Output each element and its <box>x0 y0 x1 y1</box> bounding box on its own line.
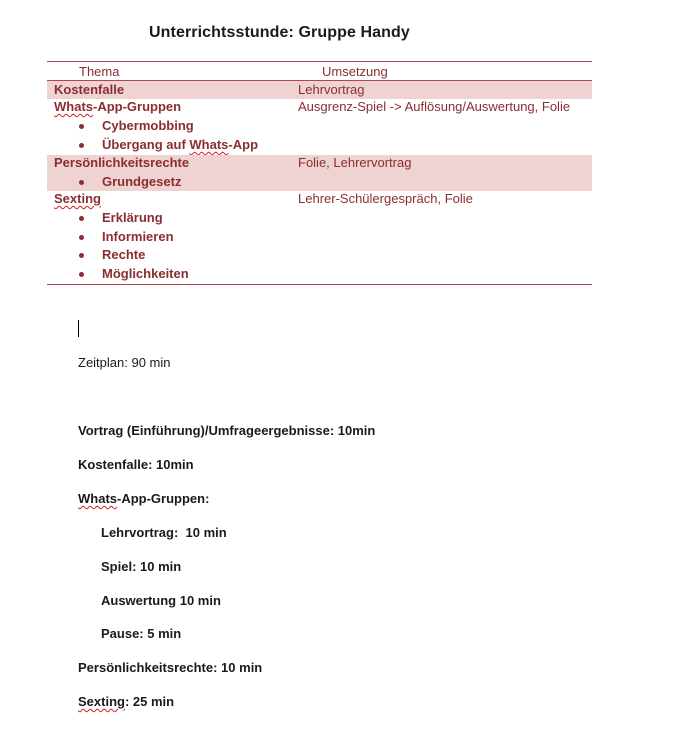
schedule-item: Sexting: 25 min <box>78 694 175 709</box>
table-row-topic: Kostenfalle <box>54 82 125 97</box>
table-row-implementation: Lehrvortrag <box>298 82 365 97</box>
bullet-icon <box>79 272 84 277</box>
table-row-implementation: Ausgrenz-Spiel -> Auflösung/Auswertung, Folie <box>298 99 571 114</box>
list-item: Erklärung <box>102 210 163 225</box>
schedule-heading: Zeitplan: 90 min <box>78 355 171 370</box>
schedule-item: Vortrag (Einführung)/Umfrageergebnisse: 10min <box>78 423 376 438</box>
table-header-implementation: Umsetzung <box>322 64 388 79</box>
table-row-topic: Sexting <box>54 191 101 206</box>
bullet-icon <box>79 235 84 240</box>
schedule-item: Auswertung 10 min <box>101 593 221 608</box>
schedule-item: Kostenfalle: 10min <box>78 457 194 472</box>
bullet-icon <box>79 124 84 129</box>
list-item: Rechte <box>102 247 146 262</box>
table-header-topic: Thema <box>79 64 120 79</box>
schedule-item: Persönlichkeitsrechte: 10 min <box>78 660 263 675</box>
schedule-item: Whats-App-Gruppen: <box>78 491 210 506</box>
schedule-item: Lehrvortrag: 10 min <box>101 525 227 540</box>
topic-part: Whats <box>54 99 93 114</box>
table-row-implementation: Lehrer-Schülergespräch, Folie <box>298 191 473 206</box>
schedule-item: Spiel: 10 min <box>101 559 182 574</box>
list-item: Grundgesetz <box>102 174 182 189</box>
list-item: Möglichkeiten <box>102 266 189 281</box>
table-row-topic: Whats-App-Gruppen <box>54 99 182 114</box>
page-title: Unterrichtsstunde: Gruppe Handy <box>149 24 410 41</box>
table-bottom-rule <box>47 284 592 285</box>
list-item: Informieren <box>102 229 174 244</box>
bullet-icon <box>79 216 84 221</box>
bullet-icon <box>79 253 84 258</box>
table-row-topic: Persönlichkeitsrechte <box>54 155 190 170</box>
bullet-icon <box>79 180 84 185</box>
list-item: Cybermobbing <box>102 118 194 133</box>
table-row-implementation: Folie, Lehrervortrag <box>298 155 412 170</box>
table-top-rule <box>47 61 592 62</box>
bullet-icon <box>79 143 84 148</box>
text-cursor[interactable] <box>78 320 79 337</box>
list-item: Übergang auf Whats-App <box>102 137 259 152</box>
schedule-item: Pause: 5 min <box>101 626 182 641</box>
